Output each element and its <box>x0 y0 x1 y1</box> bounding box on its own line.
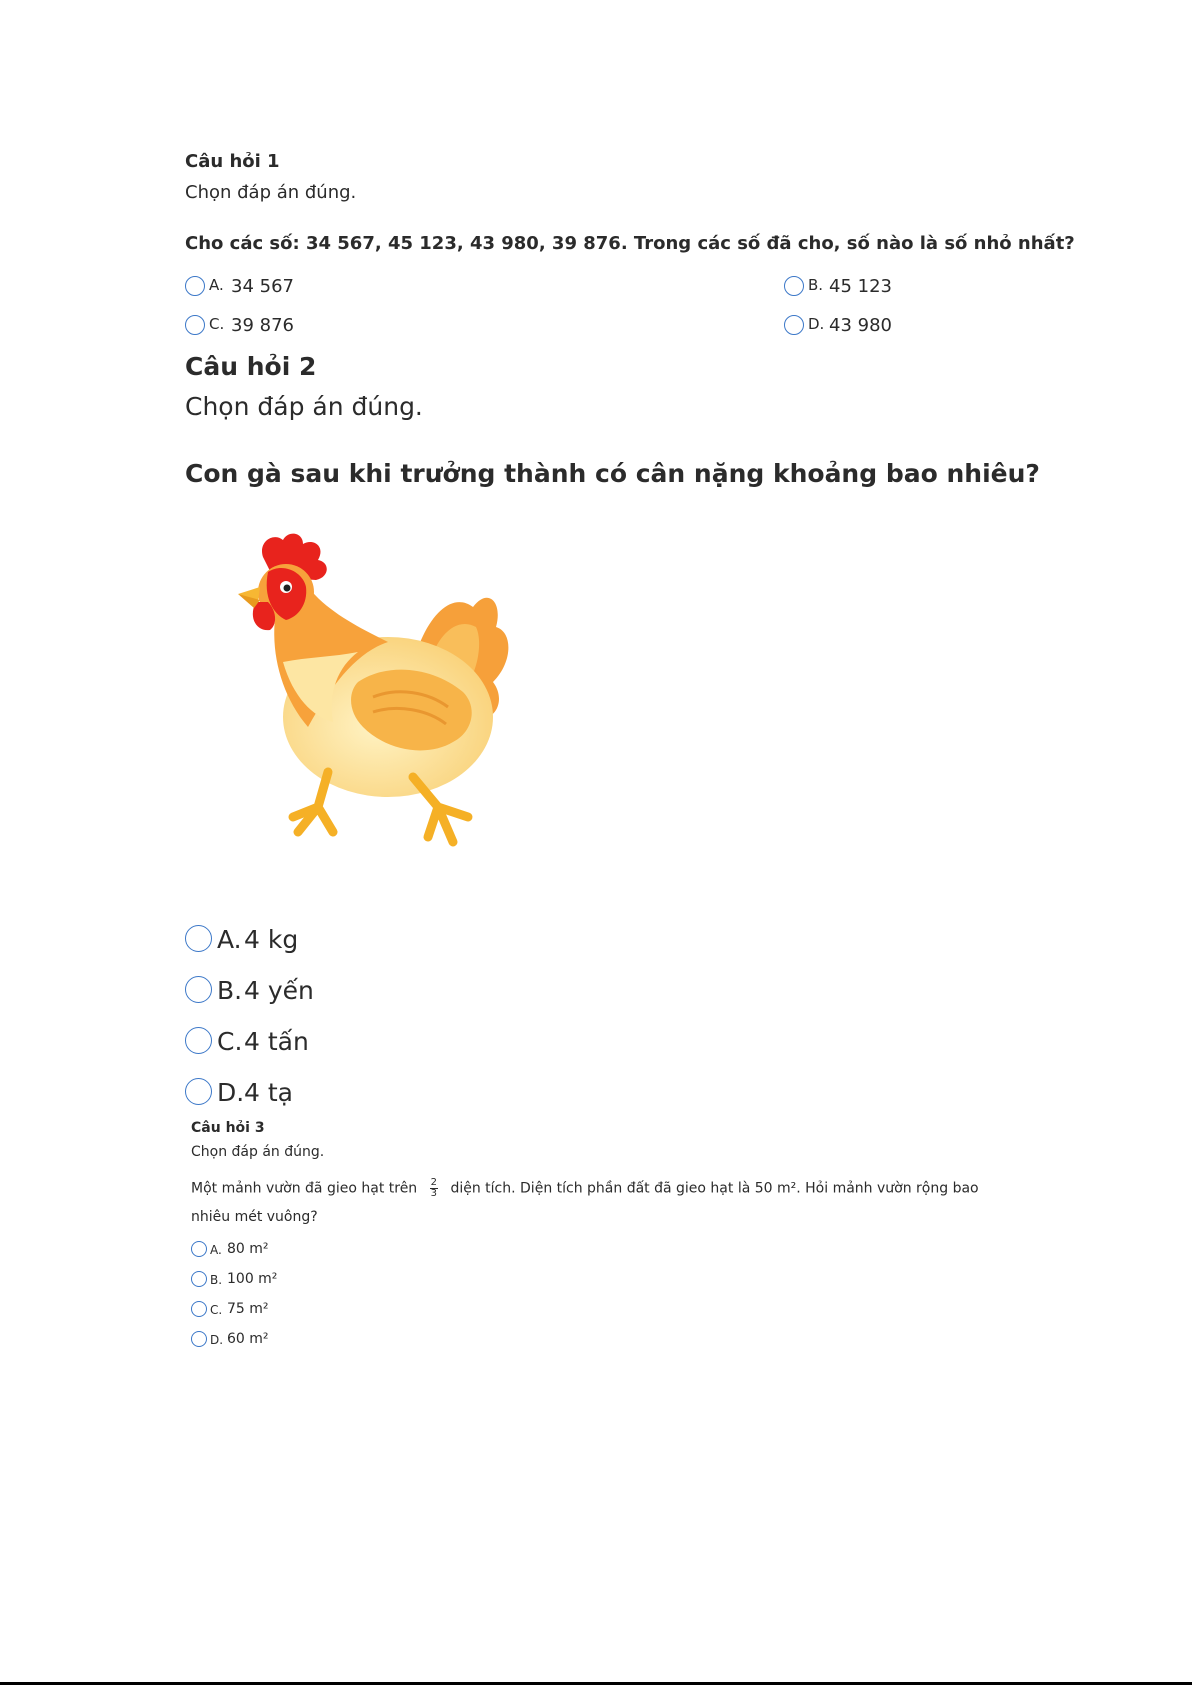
q2-option-b-letter: B. <box>217 976 243 1005</box>
chicken-illustration <box>238 532 538 867</box>
q3-option-a-letter: A. <box>210 1243 222 1257</box>
question-1-text: Cho các số: 34 567, 45 123, 43 980, 39 876. Trong các số đã cho, số nào là số nhỏ nhất? <box>185 233 1075 254</box>
q2-option-d-radio[interactable] <box>185 1078 212 1105</box>
q2-option-b-radio[interactable] <box>185 976 212 1003</box>
q1-option-a-radio[interactable] <box>185 276 205 296</box>
fraction-denominator: 3 <box>430 1188 438 1199</box>
q2-option-d-value: 4 tạ <box>244 1078 293 1107</box>
q2-option-c-radio[interactable] <box>185 1027 212 1054</box>
question-3-text-part2: diện tích. Diện tích phần đất đã gieo hạt là 50 m². Hỏi mảnh vườn rộng bao <box>450 1180 979 1197</box>
q3-option-c-letter: C. <box>210 1303 223 1317</box>
question-1-instruction: Chọn đáp án đúng. <box>185 182 357 203</box>
question-3-title: Câu hỏi 3 <box>191 1120 265 1136</box>
fraction <box>430 1178 438 1199</box>
q3-option-c-radio[interactable] <box>191 1301 207 1317</box>
q2-option-c-letter: C. <box>217 1027 243 1056</box>
q1-option-c-letter: C. <box>209 315 225 333</box>
question-2-title: Câu hỏi 2 <box>185 352 317 381</box>
q1-option-d-radio[interactable] <box>784 315 804 335</box>
q3-option-a-value: 80 m² <box>227 1241 269 1257</box>
q2-option-b-value: 4 yến <box>244 976 314 1005</box>
q3-option-d-letter: D. <box>210 1333 224 1347</box>
question-3-text <box>191 1178 979 1199</box>
q3-option-d-value: 60 m² <box>227 1331 269 1347</box>
q1-option-d-letter: D. <box>808 315 825 333</box>
question-1-title: Câu hỏi 1 <box>185 151 280 172</box>
question-3-text-line2: nhiêu mét vuông? <box>191 1209 318 1225</box>
q3-option-a-radio[interactable] <box>191 1241 207 1257</box>
q1-option-a-value: 34 567 <box>231 276 294 297</box>
q1-option-c-value: 39 876 <box>231 315 294 336</box>
fraction-numerator: 2 <box>430 1177 438 1188</box>
question-2-instruction: Chọn đáp án đúng. <box>185 392 423 421</box>
q2-option-a-letter: A. <box>217 925 242 954</box>
q3-option-b-value: 100 m² <box>227 1271 278 1287</box>
q2-option-a-radio[interactable] <box>185 925 212 952</box>
q3-option-d-radio[interactable] <box>191 1331 207 1347</box>
q1-option-b-radio[interactable] <box>784 276 804 296</box>
q1-option-b-value: 45 123 <box>829 276 892 297</box>
q2-option-d-letter: D. <box>217 1078 245 1107</box>
q1-option-d-value: 43 980 <box>829 315 892 336</box>
question-3-text-part1: Một mảnh vườn đã gieo hạt trên <box>191 1180 418 1197</box>
q3-option-b-letter: B. <box>210 1273 223 1287</box>
question-2-text: Con gà sau khi trưởng thành có cân nặng khoảng bao nhiêu? <box>185 459 1040 488</box>
q2-option-c-value: 4 tấn <box>244 1027 309 1056</box>
q1-option-a-letter: A. <box>209 276 224 294</box>
q2-option-a-value: 4 kg <box>244 925 299 954</box>
question-3-instruction: Chọn đáp án đúng. <box>191 1144 325 1160</box>
q3-option-c-value: 75 m² <box>227 1301 269 1317</box>
q1-option-c-radio[interactable] <box>185 315 205 335</box>
q3-option-b-radio[interactable] <box>191 1271 207 1287</box>
q1-option-b-letter: B. <box>808 276 824 294</box>
